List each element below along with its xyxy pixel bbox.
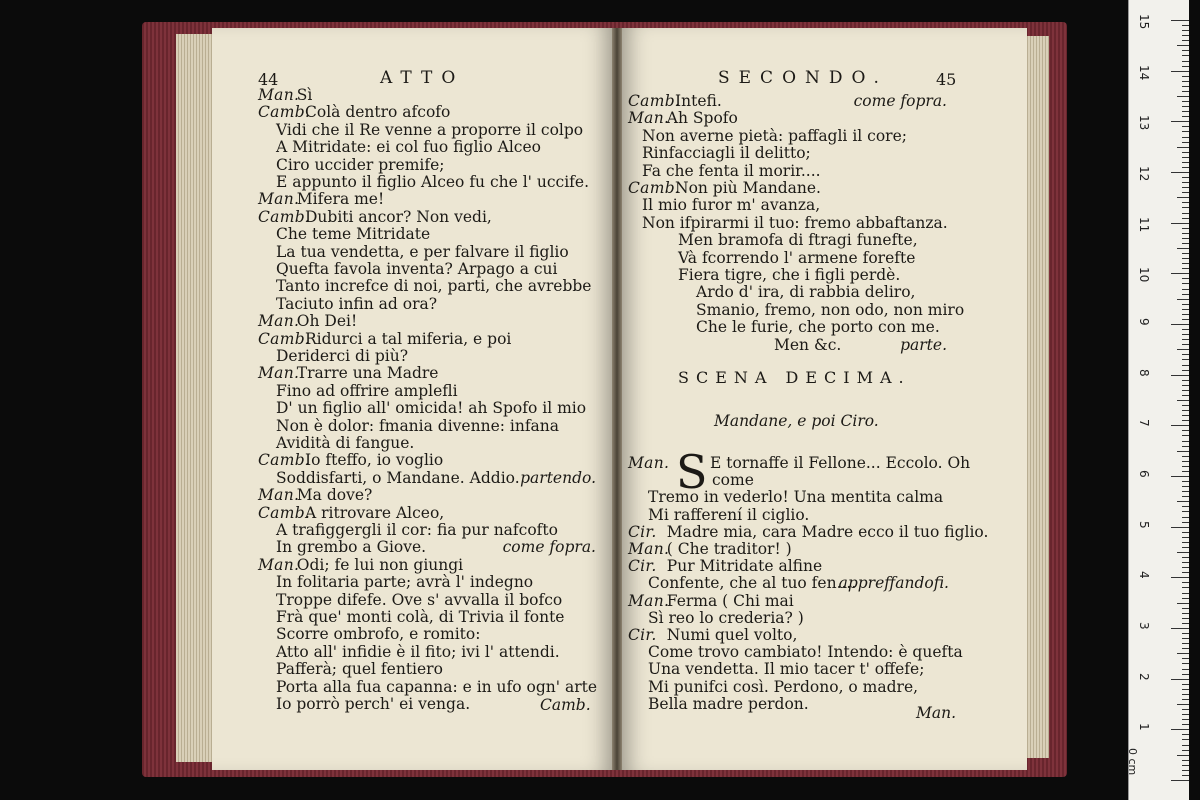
speaker-label: Man.	[258, 312, 300, 331]
line-text: Sì	[296, 86, 313, 104]
line-text: Taciuto infin ad ora?	[276, 294, 438, 313]
ruler-tick	[1182, 415, 1189, 416]
ruler-tick	[1182, 304, 1189, 305]
ruler-tick	[1182, 81, 1189, 82]
ruler-tick	[1182, 739, 1189, 740]
ruler-tick	[1171, 71, 1189, 72]
ruler-tick	[1171, 476, 1189, 477]
line-text: Mifera me!	[296, 190, 385, 209]
ruler-tick	[1177, 96, 1189, 97]
ruler-tick	[1182, 522, 1189, 523]
speaker-label: Man.	[258, 190, 300, 209]
line-text: Come trovo cambiato! Intendo: è quefta	[648, 643, 963, 662]
speaker-label: Camb.	[258, 207, 311, 226]
line-text: Tanto increfce di noi, parti, che avrebbe	[276, 277, 592, 296]
drop-cap: S	[676, 445, 708, 499]
ruler-tick	[1182, 213, 1189, 214]
ruler-tick	[1182, 55, 1189, 56]
ruler-tick	[1177, 400, 1189, 401]
ruler-tick	[1182, 182, 1189, 183]
ruler-tick	[1182, 253, 1189, 254]
ruler-tick	[1182, 111, 1189, 112]
ruler-tick	[1182, 218, 1189, 219]
ruler-tick	[1182, 446, 1189, 447]
ruler-tick	[1182, 192, 1189, 193]
ruler-tick	[1177, 147, 1189, 148]
line-text: La tua vendetta, e per falvare il figlio	[276, 242, 569, 261]
speaker-label: Cir.	[628, 626, 657, 644]
ruler-tick	[1182, 131, 1189, 132]
ruler-tick	[1182, 511, 1189, 512]
line-text: Mi rafferení il ciglio.	[648, 505, 810, 524]
speaker-label: Camb.	[258, 503, 311, 522]
ruler-tick	[1177, 501, 1189, 502]
line-text: Smanio, fremo, non odo, non miro	[696, 300, 965, 319]
ruler-tick	[1182, 278, 1189, 279]
ruler-tick	[1177, 704, 1189, 705]
ruler-tick	[1182, 309, 1189, 310]
line-text: Madre mia, cara Madre ecco il tuo figlio.	[666, 522, 989, 541]
ruler-tick	[1182, 547, 1189, 548]
line-text: Bella madre perdon.	[648, 694, 809, 713]
stage-direction: come fopra.	[502, 538, 596, 557]
line-text: Mi punifci così. Perdono, o madre,	[648, 677, 919, 696]
ruler-tick	[1182, 466, 1189, 467]
line-text: Dubiti ancor? Non vedi,	[305, 207, 492, 226]
line-text: Pur Mitridate alfine	[666, 557, 823, 576]
ruler-tick	[1182, 268, 1189, 269]
ruler-tick	[1182, 202, 1189, 203]
ruler-number: 13	[1137, 115, 1151, 131]
ruler-tick	[1182, 233, 1189, 234]
ruler-tick	[1182, 50, 1189, 51]
ruler-tick	[1182, 714, 1189, 715]
ruler-tick	[1182, 91, 1189, 92]
ruler-tick	[1182, 207, 1189, 208]
ruler-tick	[1182, 116, 1189, 117]
ruler-tick	[1177, 552, 1189, 553]
ruler-tick	[1182, 167, 1189, 168]
line-text: Non è dolor: fmania divenne: infana	[276, 416, 560, 435]
line-text: Colà dentro afcofo	[305, 103, 451, 122]
line-text: A trafiggergli il cor: fia pur nafcofto	[276, 521, 558, 539]
line-text: Vidi che il Re venne a proporre il colpo	[276, 120, 584, 139]
ruler-tick	[1182, 562, 1189, 563]
ruler-tick	[1182, 35, 1189, 36]
line-text: D' un figlio all' omicida! ah Spofo il mio	[276, 399, 587, 418]
ruler-tick	[1182, 775, 1189, 776]
line-text: Deriderci di più?	[276, 347, 409, 365]
ruler-tick	[1182, 517, 1189, 518]
ruler-tick	[1182, 572, 1189, 573]
ruler-tick	[1182, 593, 1189, 594]
ruler-tick	[1182, 395, 1189, 396]
ruler-tick	[1182, 66, 1189, 67]
line-text: Trarre una Madre	[296, 364, 439, 383]
ruler-tick	[1182, 243, 1189, 244]
left-page	[212, 28, 612, 770]
ruler-tick	[1182, 359, 1189, 360]
speaker-label: Man.	[258, 486, 300, 505]
ruler-tick	[1182, 25, 1189, 26]
ruler-tick	[1171, 375, 1189, 376]
ruler-tick	[1182, 152, 1189, 153]
speaker-label: Man.	[258, 364, 300, 383]
page-number: 44	[258, 70, 279, 89]
page-edges-right	[1027, 36, 1049, 758]
ruler-tick	[1182, 177, 1189, 178]
speaker-label: Man.	[258, 555, 300, 574]
ruler-tick	[1182, 334, 1189, 335]
ruler-tick	[1182, 684, 1189, 685]
ruler-tick	[1177, 197, 1189, 198]
line-text: Quefta favola inventa? Arpago a cui	[276, 260, 558, 278]
ruler-tick	[1182, 101, 1189, 102]
ruler-tick	[1182, 694, 1189, 695]
line-text: Ah Spofo	[666, 109, 738, 128]
ruler-tick	[1182, 410, 1189, 411]
line-text: In grembo a Giove.	[276, 538, 427, 557]
ruler-tick	[1182, 719, 1189, 720]
speaker-label: Camb.	[258, 103, 311, 122]
ruler-tick	[1182, 506, 1189, 507]
ruler-tick	[1182, 770, 1189, 771]
ruler-tick	[1182, 638, 1189, 639]
line-text: Non averne pietà: paffagli il core;	[642, 126, 907, 145]
line-text: Pafferà; quel fentiero	[276, 660, 443, 679]
ruler-tick	[1177, 451, 1189, 452]
speaker-label: Cir.	[628, 522, 657, 541]
stage-direction: parte.	[900, 335, 947, 354]
line-text: Men &c.	[774, 335, 842, 354]
ruler-number: 3	[1137, 622, 1151, 630]
ruler-tick	[1171, 121, 1189, 122]
ruler-tick	[1182, 86, 1189, 87]
line-text: E tornaffe il Fellone... Eccolo. Oh	[710, 454, 971, 472]
speaker-label: Man.	[258, 86, 300, 104]
line-text: In folitaria parte; avrà l' indegno	[276, 573, 534, 592]
speaker-label: Camb.	[258, 329, 311, 348]
line-text: Soddisfarti, o Mandane. Addio.	[276, 468, 520, 487]
ruler-tick	[1182, 137, 1189, 138]
ruler-number: 10	[1137, 267, 1151, 283]
ruler-unit-label: 0 cm	[1126, 748, 1139, 776]
ruler-number: 9	[1137, 318, 1151, 326]
ruler-number: 6	[1137, 470, 1151, 478]
ruler-tick	[1182, 162, 1189, 163]
ruler-tick	[1182, 750, 1189, 751]
speaker-label: Man.	[628, 454, 670, 472]
ruler-tick	[1177, 603, 1189, 604]
ruler-tick	[1182, 587, 1189, 588]
ruler-tick	[1182, 557, 1189, 558]
ruler-number: 4	[1137, 571, 1151, 579]
line-text: Fiera tigre, che i figli perdè.	[678, 266, 901, 284]
ruler-tick	[1182, 537, 1189, 538]
ruler-tick	[1182, 633, 1189, 634]
ruler-tick	[1182, 471, 1189, 472]
ruler-tick	[1171, 679, 1189, 680]
line-text: Và fcorrendo l' armene forefte	[678, 248, 916, 267]
ruler-tick	[1182, 263, 1189, 264]
ruler-number: 5	[1137, 520, 1151, 529]
ruler-tick	[1182, 441, 1189, 442]
line-text: Che teme Mitridate	[276, 225, 431, 244]
ruler-tick	[1171, 527, 1189, 528]
ruler-number: 11	[1137, 216, 1151, 232]
ruler-tick	[1182, 354, 1189, 355]
line-text: Rinfacciagli il delitto;	[642, 144, 811, 163]
ruler-tick	[1182, 674, 1189, 675]
ruler-tick	[1182, 319, 1189, 320]
ruler-tick	[1182, 532, 1189, 533]
ruler-tick	[1182, 643, 1189, 644]
right-page	[622, 28, 1027, 770]
ruler-tick	[1177, 755, 1189, 756]
ruler-tick	[1182, 329, 1189, 330]
ruler-tick	[1182, 405, 1189, 406]
ruler-tick	[1182, 61, 1189, 62]
stage-direction: come fopra.	[853, 92, 947, 110]
running-head: ATTO	[380, 68, 465, 88]
line-text: Troppe difefe. Ove s' avvalla il bofco	[276, 590, 563, 609]
ruler-tick	[1171, 577, 1189, 578]
ruler-tick	[1182, 618, 1189, 619]
ruler-tick	[1182, 689, 1189, 690]
ruler-tick	[1182, 289, 1189, 290]
running-head: SECONDO.	[718, 68, 888, 88]
speaker-label: Man.	[628, 540, 670, 558]
page-edges-left	[176, 34, 212, 762]
ruler-tick	[1182, 542, 1189, 543]
ruler-tick	[1182, 461, 1189, 462]
ruler-tick	[1182, 420, 1189, 421]
ruler-tick	[1182, 496, 1189, 497]
ruler-tick	[1182, 126, 1189, 127]
ruler-tick	[1171, 324, 1189, 325]
catchword: Camb.	[540, 696, 591, 714]
line-text: Io fteffo, io voglio	[305, 451, 444, 470]
ruler-tick	[1177, 248, 1189, 249]
ruler-tick	[1182, 370, 1189, 371]
ruler-tick	[1171, 425, 1189, 426]
ruler-number: 7	[1137, 419, 1151, 427]
ruler-tick	[1182, 365, 1189, 366]
line-text: Tremo in vederlo! Una mentita calma	[648, 488, 944, 507]
line-text: Scorre ombrofo, e romito:	[276, 625, 481, 644]
line-text: Confente, che al tuo fen....	[648, 574, 857, 593]
line-text: Non ifpirarmi il tuo: fremo abbaftanza.	[642, 213, 948, 232]
ruler-tick	[1182, 30, 1189, 31]
ruler-tick	[1171, 273, 1189, 274]
line-text: Io porrò perch' ei venga.	[276, 695, 471, 713]
ruler-tick	[1182, 344, 1189, 345]
ruler-tick	[1177, 653, 1189, 654]
ruler-tick	[1182, 339, 1189, 340]
ruler-tick	[1182, 663, 1189, 664]
catchword: Man.	[916, 704, 957, 722]
ruler-tick	[1171, 223, 1189, 224]
line-text: Atto all' infidie è il fito; ivi l' attendi.	[276, 642, 560, 661]
ruler-tick	[1171, 628, 1189, 629]
line-text: Fino ad offrire amplefli	[276, 381, 458, 400]
line-text: Frà que' monti colà, di Trivia il fonte	[276, 608, 565, 626]
line-text: A ritrovare Alceo,	[305, 503, 445, 522]
ruler-number: 2	[1137, 672, 1151, 681]
line-text: Sì reo lo crederia? )	[648, 608, 804, 627]
speaker-label: Camb.	[628, 92, 681, 110]
gutter	[612, 28, 622, 770]
ruler-tick	[1182, 187, 1189, 188]
ruler-tick	[1182, 106, 1189, 107]
ruler-tick	[1182, 142, 1189, 143]
ruler-tick	[1182, 760, 1189, 761]
ruler-tick	[1182, 481, 1189, 482]
ruler-tick	[1182, 724, 1189, 725]
ruler-tick	[1182, 709, 1189, 710]
line-text: Ardo d' ira, di rabbia deliro,	[696, 283, 916, 302]
ruler-number: 15	[1137, 14, 1151, 30]
scene-subtitle: Mandane, e poi Ciro.	[714, 412, 879, 430]
line-text: Numi quel volto,	[666, 626, 798, 644]
ruler-tick	[1177, 299, 1189, 300]
ruler-number: 12	[1137, 166, 1151, 182]
line-text: Ridurci a tal miferia, e poi	[305, 329, 512, 348]
ruler-tick	[1177, 349, 1189, 350]
ruler-tick	[1182, 598, 1189, 599]
ruler-tick	[1182, 699, 1189, 700]
ruler-tick	[1182, 157, 1189, 158]
ruler-tick	[1182, 608, 1189, 609]
stage-direction: appreffandofi.	[838, 574, 949, 593]
line-text: Fa che fenta il morir....	[642, 161, 821, 180]
speaker-label: Camb.	[628, 179, 681, 197]
line-text: Ma dove?	[296, 486, 373, 505]
ruler-tick	[1182, 745, 1189, 746]
speaker-label: Man.	[628, 591, 670, 610]
ruler-tick	[1171, 780, 1189, 781]
speaker-label: Man.	[628, 109, 670, 128]
scene-title: SCENA DECIMA.	[678, 368, 911, 387]
ruler-tick	[1182, 430, 1189, 431]
ruler-tick	[1182, 380, 1189, 381]
ruler-tick	[1182, 669, 1189, 670]
ruler-tick	[1182, 734, 1189, 735]
ruler-tick	[1171, 172, 1189, 173]
ruler-tick	[1182, 613, 1189, 614]
line-text: Ciro uccider premife;	[276, 155, 445, 174]
ruler-tick	[1182, 456, 1189, 457]
speaker-label: Camb.	[258, 451, 311, 470]
speaker-label: Cir.	[628, 557, 657, 576]
line-text: Intefi.	[675, 92, 722, 110]
line-text: Una vendetta. Il mio tacer t' offefe;	[648, 660, 925, 679]
ruler-tick	[1182, 294, 1189, 295]
ruler-number: 1	[1137, 723, 1151, 731]
ruler-number: 14	[1137, 64, 1151, 80]
ruler-number: 8	[1137, 368, 1151, 377]
ruler-tick	[1171, 729, 1189, 730]
measuring-ruler	[1128, 0, 1189, 800]
ruler-tick	[1182, 491, 1189, 492]
ruler-tick	[1182, 623, 1189, 624]
line-text: Odi; fe lui non giungi	[296, 555, 464, 574]
ruler-tick	[1182, 314, 1189, 315]
line-text: Ferma ( Chi mai	[666, 591, 794, 610]
ruler-tick	[1182, 658, 1189, 659]
ruler-tick	[1182, 238, 1189, 239]
stage-direction: partendo.	[520, 468, 596, 487]
ruler-tick	[1182, 567, 1189, 568]
page-number: 45	[936, 70, 957, 89]
line-text: Oh Dei!	[296, 312, 358, 331]
ruler-tick	[1182, 76, 1189, 77]
ruler-tick	[1182, 390, 1189, 391]
ruler-tick	[1171, 20, 1189, 21]
ruler-tick	[1182, 385, 1189, 386]
ruler-tick	[1182, 648, 1189, 649]
line-text: ( Che traditor! )	[666, 540, 792, 558]
line-text: Il mio furor m' avanza,	[642, 196, 821, 215]
line-text: Non più Mandane.	[675, 179, 821, 197]
line-text: come	[712, 471, 754, 490]
line-text: A Mitridate: ei col fuo figlio Alceo	[276, 138, 541, 157]
ruler-tick	[1182, 435, 1189, 436]
line-text: Men bramofa di ftragi funefte,	[678, 231, 918, 250]
ruler-tick	[1182, 40, 1189, 41]
line-text: E appunto il figlio Alceo fu che l' uccife.	[276, 173, 590, 191]
line-text: Avidità di fangue.	[276, 434, 415, 452]
ruler-tick	[1182, 486, 1189, 487]
ruler-tick	[1182, 283, 1189, 284]
ruler-tick	[1182, 582, 1189, 583]
ruler-tick	[1177, 45, 1189, 46]
ruler-tick	[1182, 228, 1189, 229]
ruler-tick	[1182, 258, 1189, 259]
line-text: Che le furie, che porto con me.	[696, 318, 940, 337]
line-text: Porta alla fua capanna: e in ufo ogn' arte	[276, 677, 598, 696]
ruler-tick	[1182, 765, 1189, 766]
